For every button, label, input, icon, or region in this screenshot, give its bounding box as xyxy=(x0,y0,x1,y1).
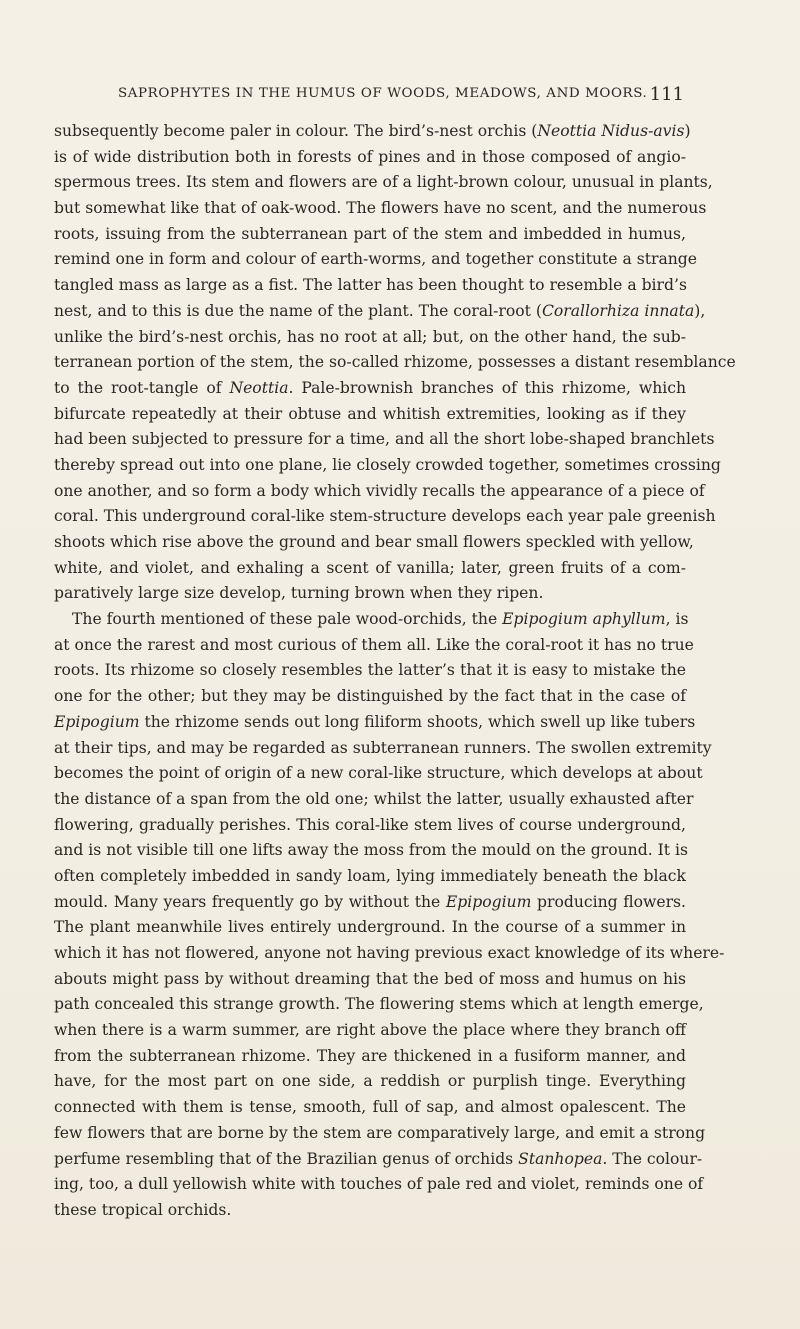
text-run: becomes the point of origin of a new coral-like structure, which develops at about xyxy=(54,764,703,783)
text-run: shoots which rise above the ground and bear small flowers speckled with yellow, xyxy=(54,533,694,551)
page-number: 111 xyxy=(649,84,684,105)
text-line xyxy=(54,325,686,351)
text-line xyxy=(54,504,716,530)
body-text xyxy=(54,119,736,1224)
text-run: flowering, gradually perishes. This coral-like stem lives of course underground, xyxy=(54,815,686,834)
text-run: nest, and to this is due the name of the plant. The coral-root ( xyxy=(54,301,542,320)
text-run: one for the other; but they may be distinguished by the fact that in the case of xyxy=(54,687,686,706)
text-line xyxy=(54,402,686,428)
text-line xyxy=(54,736,712,762)
text-line xyxy=(54,684,686,710)
text-run: The plant meanwhile lives entirely underground. In the course of a summer in xyxy=(54,918,686,937)
text-line xyxy=(54,145,686,171)
text-run: paratively large size develop, turning brown when they ripen. xyxy=(54,584,544,603)
text-line xyxy=(54,1121,706,1147)
text-run: abouts might pass by without dreaming that the bed of moss and humus on his xyxy=(54,969,686,988)
text-run: ) xyxy=(684,122,691,140)
text-run: one another, and so form a body which vividly recalls the appearance of a piece of xyxy=(54,481,705,500)
text-run: perfume resembling that of the Brazilian genus of orchids xyxy=(54,1149,519,1168)
text-line xyxy=(54,787,694,813)
text-run: tangled mass as large as a fist. The latter has been thought to resemble a bird’s xyxy=(54,276,687,295)
text-line xyxy=(54,813,686,839)
text-run: white, and violet, and exhaling a scent of vanilla; later, green fruits of a com- xyxy=(54,558,686,577)
text-line xyxy=(54,864,686,890)
text-run: path concealed this strange growth. The flowering stems which at length emerge, xyxy=(54,995,704,1014)
text-run: but somewhat like that of oak-wood. The flowers have no scent, and the numerous xyxy=(54,199,707,218)
text-run: connected with them is tense, smooth, full of sap, and almost opalescent. The xyxy=(54,1098,686,1117)
running-head xyxy=(118,84,684,108)
text-run: which it has not flowered, anyone not having previous exact knowledge of its where- xyxy=(54,944,725,962)
text-run: , is xyxy=(665,610,689,629)
text-run: . The colour- xyxy=(602,1149,703,1168)
text-line xyxy=(54,1044,686,1070)
text-run: and is not visible till one lifts away the moss from the mould on the ground. It is xyxy=(54,841,688,860)
text-run: often completely imbedded in sandy loam, lying immediately beneath the black xyxy=(54,866,686,885)
text-run: to the root-tangle of xyxy=(54,378,230,397)
text-line xyxy=(54,530,694,556)
text-line xyxy=(54,196,707,222)
italic-text: Stanhopea xyxy=(518,1149,603,1168)
text-run: have, for the most part on one side, a reddish or purplish tinge. Everything xyxy=(54,1072,686,1091)
text-line xyxy=(54,1172,704,1198)
text-run: unlike the bird’s-nest orchis, has no root at all; but, on the other hand, the sub- xyxy=(54,327,686,346)
text-line xyxy=(54,838,686,864)
text-run: is of wide distribution both in forests of pines and in those composed of angio- xyxy=(54,147,686,166)
text-run: at their tips, and may be regarded as subterranean runners. The swollen extremity xyxy=(54,738,712,757)
text-run: had been subjected to pressure for a time, and all the short lobe-shaped branchlets xyxy=(54,430,715,449)
text-run: ing, too, a dull yellowish white with touches of pale red and violet, reminds one of xyxy=(54,1175,704,1194)
text-run: when there is a warm summer, are right above the place where they branch off xyxy=(54,1021,686,1040)
text-run: from the subterranean rhizome. They are thickened in a fusiform manner, and xyxy=(54,1046,686,1065)
text-run: roots. Its rhizome so closely resembles the latter’s that it is easy to mistake the xyxy=(54,661,686,680)
text-line xyxy=(54,1147,703,1173)
text-line xyxy=(54,1095,686,1121)
text-line xyxy=(54,633,694,659)
text-run: thereby spread out into one plane, lie closely crowded together, sometimes crossing xyxy=(54,455,721,474)
text-line xyxy=(54,941,725,967)
text-line xyxy=(54,247,697,273)
text-run: remind one in form and colour of earth-worms, and together constitute a strange xyxy=(54,250,697,269)
italic-text: Neottia xyxy=(229,378,289,397)
running-title: SAPROPHYTES IN THE HUMUS OF WOODS, MEADOWS, AND MOORS. xyxy=(118,86,648,101)
text-line xyxy=(54,427,715,453)
text-run: ), xyxy=(694,301,706,320)
text-run: the rhizome sends out long filiform shoots, which swell up like tubers xyxy=(139,712,696,731)
text-line xyxy=(54,222,686,248)
text-line xyxy=(54,658,686,684)
text-run: spermous trees. Its stem and flowers are of a light-brown colour, unusual in plants, xyxy=(54,173,713,192)
text-run: at once the rarest and most curious of them all. Like the coral-root it has no true xyxy=(54,635,694,654)
text-run: . Pale-brownish branches of this rhizome, which xyxy=(288,378,687,397)
text-line xyxy=(54,479,705,505)
italic-text: Epipogium xyxy=(54,712,140,731)
text-line xyxy=(54,299,706,325)
text-run: few flowers that are borne by the stem are comparatively large, and emit a strong xyxy=(54,1123,706,1142)
italic-text: Epipogium xyxy=(445,892,532,911)
text-line xyxy=(54,607,689,633)
text-line xyxy=(54,710,696,736)
text-line xyxy=(54,761,703,787)
italic-text: Epipogium aphyllum xyxy=(502,610,666,629)
text-run: producing flowers. xyxy=(531,892,687,911)
text-line xyxy=(54,350,736,376)
text-line xyxy=(54,967,686,993)
italic-text: Corallorhiza innata xyxy=(541,301,695,320)
italic-text: Neottia Nidus-avis xyxy=(537,122,685,140)
text-line xyxy=(54,170,713,196)
text-line xyxy=(54,992,704,1018)
text-line xyxy=(54,556,686,582)
text-line xyxy=(54,890,686,916)
text-line xyxy=(54,376,686,402)
text-run: roots, issuing from the subterranean part of the stem and imbedded in humus, xyxy=(54,224,686,243)
text-run: terranean portion of the stem, the so-called rhizome, possesses a distant resemblance xyxy=(54,353,736,372)
text-line xyxy=(54,1198,686,1224)
text-run: mould. Many years frequently go by without the xyxy=(54,892,446,911)
text-run: coral. This underground coral-like stem-structure develops each year pale greenish xyxy=(54,507,716,526)
text-line xyxy=(54,119,691,145)
text-line xyxy=(54,273,686,299)
text-line xyxy=(54,581,686,607)
text-line xyxy=(54,1069,686,1095)
text-run: these tropical orchids. xyxy=(54,1200,232,1219)
text-run: the distance of a span from the old one; whilst the latter, usually exhausted after xyxy=(54,789,694,808)
text-run: subsequently become paler in colour. The bird’s-nest orchis ( xyxy=(54,122,538,140)
text-line xyxy=(54,1018,686,1044)
text-line xyxy=(54,453,721,479)
text-line xyxy=(54,915,686,941)
text-run: bifurcate repeatedly at their obtuse and whitish extremities, looking as if they xyxy=(54,404,686,423)
text-run: The fourth mentioned of these pale wood-orchids, the xyxy=(72,610,503,629)
